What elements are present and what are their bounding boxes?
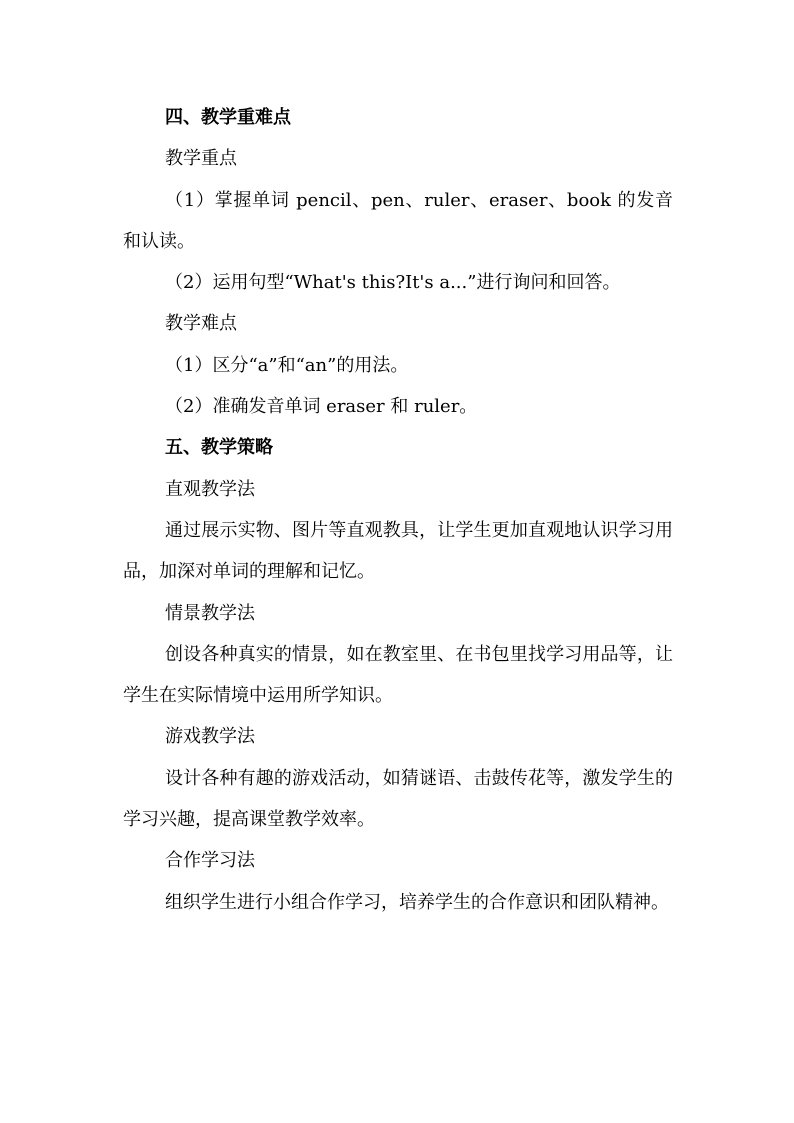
document-page [123, 97, 673, 923]
focus-item-2: （2）运用句型“What's this?It's a...”进行询问和回答。 [165, 272, 621, 294]
method-text-intuitive: 通过展示实物、图片等直观教具，让学生更加直观地认识学习用品，加深对单词的理解和记忆。 [123, 519, 673, 583]
method-title-intuitive: 直观教学法 [165, 478, 255, 500]
subheading-teaching-focus: 教学重点 [165, 148, 237, 170]
subheading-teaching-difficulty: 教学难点 [165, 313, 237, 335]
method-title-game: 游戏教学法 [165, 726, 255, 748]
method-text-situational: 创设各种真实的情景，如在教室里、在书包里找学习用品等，让学生在实际情境中运用所学知识。 [123, 643, 673, 707]
focus-item-1: （1）掌握单词 pencil、pen、ruler、eraser、book 的发音和认读。 [123, 189, 673, 252]
method-text-game: 设计各种有趣的游戏活动，如猜谜语、击鼓传花等，激发学生的学习兴趣，提高课堂教学效率。 [123, 767, 673, 831]
difficulty-item-1: （1）区分“a”和“an”的用法。 [165, 354, 409, 376]
section-heading-teaching-strategies: 五、教学策略 [165, 437, 273, 459]
method-title-situational: 情景教学法 [165, 602, 255, 624]
method-text-cooperative: 组织学生进行小组合作学习，培养学生的合作意识和团队精神。 [165, 891, 669, 913]
section-heading-teaching-key-difficult-points: 四、教学重难点 [165, 107, 291, 128]
method-title-cooperative: 合作学习法 [165, 850, 255, 872]
difficulty-item-2: （2）准确发音单词 eraser 和 ruler。 [165, 396, 478, 418]
